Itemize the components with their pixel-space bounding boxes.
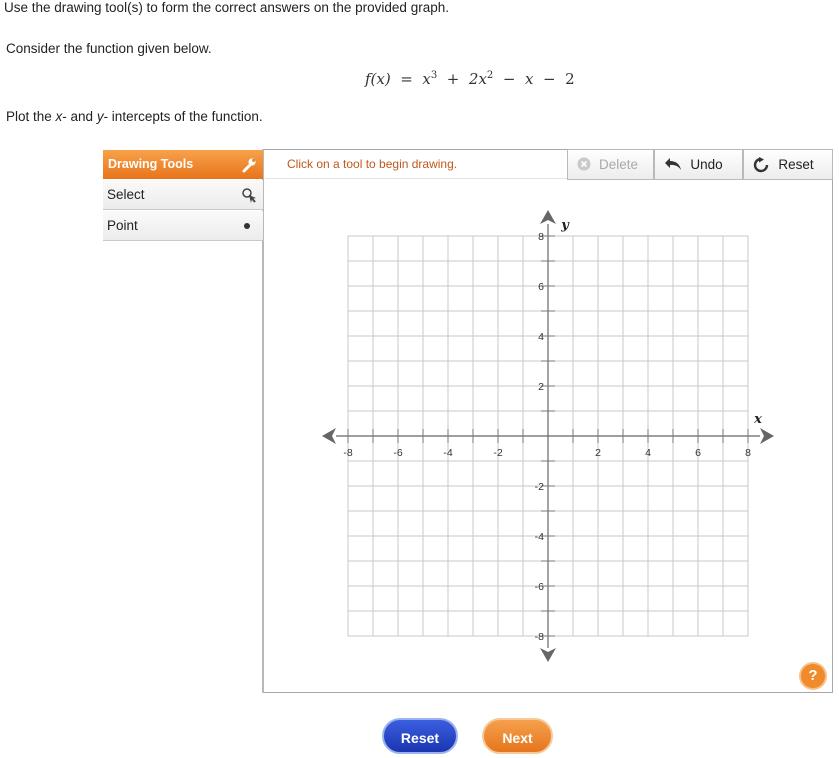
x-tick-label: 2 <box>595 447 601 459</box>
plot-x-var: x <box>55 109 63 124</box>
help-button[interactable]: ? <box>801 664 825 688</box>
point-dot-icon <box>243 222 251 230</box>
y-axis-label: y <box>561 218 569 233</box>
function-minus-1: − <box>502 70 516 88</box>
y-tick-label: 8 <box>538 231 544 243</box>
toolbar-reset-label: Reset <box>778 157 814 172</box>
plot-y-var: y <box>96 109 104 124</box>
x-tick-label: 4 <box>645 447 651 459</box>
y-axis-up-arrow-icon <box>540 210 556 224</box>
y-tick-label: -2 <box>534 481 544 493</box>
x-axis-right-arrow-icon <box>760 428 774 444</box>
reset-button[interactable]: Reset <box>382 718 458 754</box>
tool-point-label: Point <box>107 218 138 233</box>
consider-text: Consider the function given below. <box>6 41 212 56</box>
function-term2-exp: 2 <box>486 70 494 81</box>
y-tick-label: -6 <box>534 581 544 593</box>
y-tick-label: -8 <box>534 631 544 643</box>
y-tick-label: -4 <box>534 531 544 543</box>
function-formula <box>365 70 575 88</box>
function-term1: x <box>422 70 431 88</box>
hint-bar <box>265 150 567 179</box>
x-axis-left-arrow-icon <box>322 428 336 444</box>
delete-x-icon <box>577 157 591 171</box>
x-tick-label: -8 <box>343 447 353 459</box>
undo-button[interactable] <box>654 149 743 180</box>
delete-label: Delete <box>598 157 639 172</box>
function-term1-exp: 3 <box>430 70 438 81</box>
drawing-tools-header <box>103 150 263 179</box>
toolbar-reset-button[interactable] <box>743 149 833 180</box>
tool-select[interactable] <box>103 180 263 210</box>
y-tick-label: 6 <box>538 281 544 293</box>
hint-text: Click on a tool to begin drawing. <box>287 157 458 171</box>
wrench-icon <box>241 157 257 173</box>
instruction-text: Use the drawing tool(s) to form the correct answers on the provided graph. <box>4 0 449 15</box>
function-term3: x <box>524 70 534 88</box>
plot-suffix: - intercepts of the function. <box>103 109 263 124</box>
x-tick-label: -2 <box>493 447 503 459</box>
y-tick-label: 4 <box>538 331 544 343</box>
function-term4: 2 <box>565 70 575 88</box>
function-plus: + <box>446 70 460 88</box>
tool-point[interactable] <box>103 211 263 241</box>
y-axis-down-arrow-icon <box>540 648 556 662</box>
select-magnifier-icon <box>241 187 257 203</box>
reset-cycle-icon <box>753 157 769 173</box>
x-tick-label: 8 <box>745 447 751 459</box>
delete-button[interactable] <box>567 149 654 180</box>
function-lhs: f(x) <box>365 70 391 88</box>
undo-arrow-icon <box>664 157 682 171</box>
function-minus-2: − <box>542 70 556 88</box>
function-eq: = <box>400 70 413 88</box>
x-tick-label: -6 <box>393 447 403 459</box>
function-term2: 2x <box>468 70 487 88</box>
undo-label: Undo <box>690 157 723 172</box>
x-tick-label: 6 <box>695 447 701 459</box>
drawing-tools-title: Drawing Tools <box>108 157 194 171</box>
y-tick-label: 2 <box>538 381 544 393</box>
x-tick-label: -4 <box>443 447 453 459</box>
tool-select-label: Select <box>107 187 145 202</box>
x-axis-label: x <box>754 412 762 427</box>
plot-mid: - and <box>62 109 97 124</box>
plot-prefix: Plot the <box>6 109 56 124</box>
plot-instruction <box>6 109 263 124</box>
next-button[interactable]: Next <box>482 718 553 754</box>
coordinate-graph[interactable] <box>265 180 832 692</box>
